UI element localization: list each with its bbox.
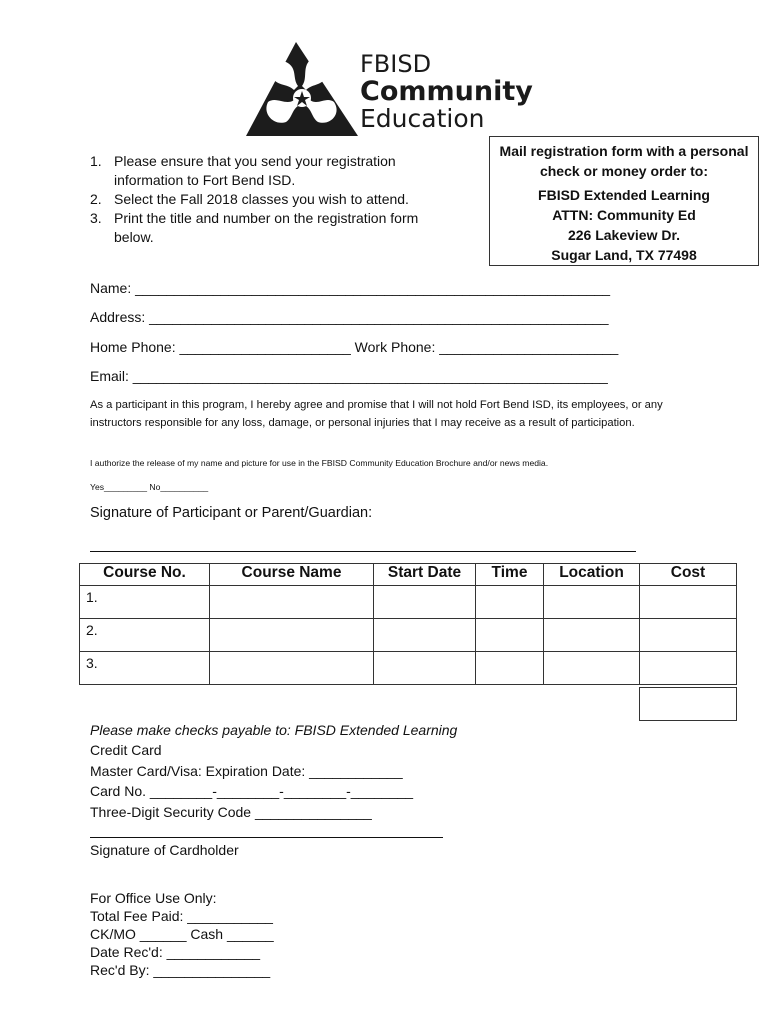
media-release-statement: I authorize the release of my name and picture for use in the FBISD Community Education Brochure and/or news media. [90,458,549,468]
card-number-field[interactable]: Card No. ________-________-________-________ [90,783,414,800]
mailing-address-line: ATTN: Community Ed [552,207,696,223]
location-cell[interactable] [544,652,640,685]
instruction-text: Print the title and number on the registration form below. [114,210,419,245]
course-table [79,563,737,685]
liability-agreement: As a participant in this program, I hereby agree and promise that I will not hold Fort Bend ISD, its employees, or any instructors responsible for any loss, damage, or personal injuries that I may receive as a result of participation. [90,399,663,429]
cost-cell[interactable] [640,586,737,619]
date-received-field[interactable]: Date Rec'd: ____________ [90,944,261,960]
cost-cell[interactable] [640,652,737,685]
mailing-address-box [489,136,759,266]
credit-card-heading: Credit Card [90,742,162,759]
logo-community-text: Community [360,76,533,107]
column-header-start-date: Start Date [374,564,476,586]
course-number-cell[interactable]: 2. [80,619,210,652]
email-field[interactable]: Email: _____________________________________________________________ [90,368,608,384]
table-row [80,619,737,652]
logo-fbisd-text: FBISD [360,50,432,78]
mailing-address-line: Sugar Land, TX 77498 [551,247,697,263]
cardholder-signature-label: Signature of Cardholder [90,842,239,858]
table-row [80,586,737,619]
instructions-list [90,152,440,247]
community-hands-logo-icon [246,40,358,136]
instruction-number: 1. [90,153,102,169]
total-cost-box[interactable] [639,687,737,721]
instruction-number: 2. [90,191,102,207]
start-date-cell[interactable] [374,652,476,685]
start-date-cell[interactable] [374,619,476,652]
instruction-number: 3. [90,210,102,226]
logo-education-text: Education [360,104,485,133]
office-use-section [90,889,274,979]
column-header-cost: Cost [640,564,737,586]
column-header-time: Time [476,564,544,586]
start-date-cell[interactable] [374,586,476,619]
course-number-cell[interactable]: 1. [80,586,210,619]
mailing-address-line: 226 Lakeview Dr. [567,227,681,243]
office-use-title: For Office Use Only: [90,890,217,906]
payment-type-field[interactable]: CK/MO ______ Cash ______ [90,926,274,942]
location-cell[interactable] [544,619,640,652]
expiration-date-field[interactable]: Master Card/Visa: Expiration Date: ____________ [90,762,403,779]
security-code-field[interactable]: Three-Digit Security Code _______________ [90,803,372,820]
payment-section [90,720,457,822]
table-row [80,652,737,685]
media-release-yes-no[interactable]: Yes_________ No__________ [90,482,209,492]
course-name-cell[interactable] [210,652,374,685]
column-header-course-name: Course Name [210,564,374,586]
table-header-row [80,564,737,586]
name-field[interactable]: Name: _____________________________________________________________ [90,280,611,296]
column-header-location: Location [544,564,640,586]
column-header-course-no: Course No. [80,564,210,586]
course-number-cell[interactable]: 3. [80,652,210,685]
received-by-field[interactable]: Rec'd By: _______________ [90,962,271,978]
time-cell[interactable] [476,586,544,619]
instruction-text: Please ensure that you send your registration information to Fort Bend ISD. [114,153,396,188]
payable-note: Please make checks payable to: FBISD Extended Learning [90,722,458,738]
instruction-text: Select the Fall 2018 classes you wish to attend. [114,191,409,207]
mailing-address-line: FBISD Extended Learning [538,187,710,203]
address-field[interactable]: Address: ___________________________________________________________ [90,309,609,325]
time-cell[interactable] [476,619,544,652]
location-cell[interactable] [544,586,640,619]
course-name-cell[interactable] [210,586,374,619]
phone-fields[interactable]: Home Phone: ______________________ Work Phone: _______________________ [90,339,619,355]
participant-signature-label: Signature of Participant or Parent/Guardian: [90,505,373,521]
total-fee-field[interactable]: Total Fee Paid: ___________ [90,908,273,924]
instruction-item [90,152,440,190]
cardholder-signature-line[interactable] [90,837,443,838]
time-cell[interactable] [476,652,544,685]
mailing-instructions: Mail registration form with a personal check or money order to: [499,143,749,179]
instruction-item [90,209,440,247]
participant-signature-line[interactable] [90,551,636,552]
cost-cell[interactable] [640,619,737,652]
course-name-cell[interactable] [210,619,374,652]
instruction-item [90,190,440,209]
